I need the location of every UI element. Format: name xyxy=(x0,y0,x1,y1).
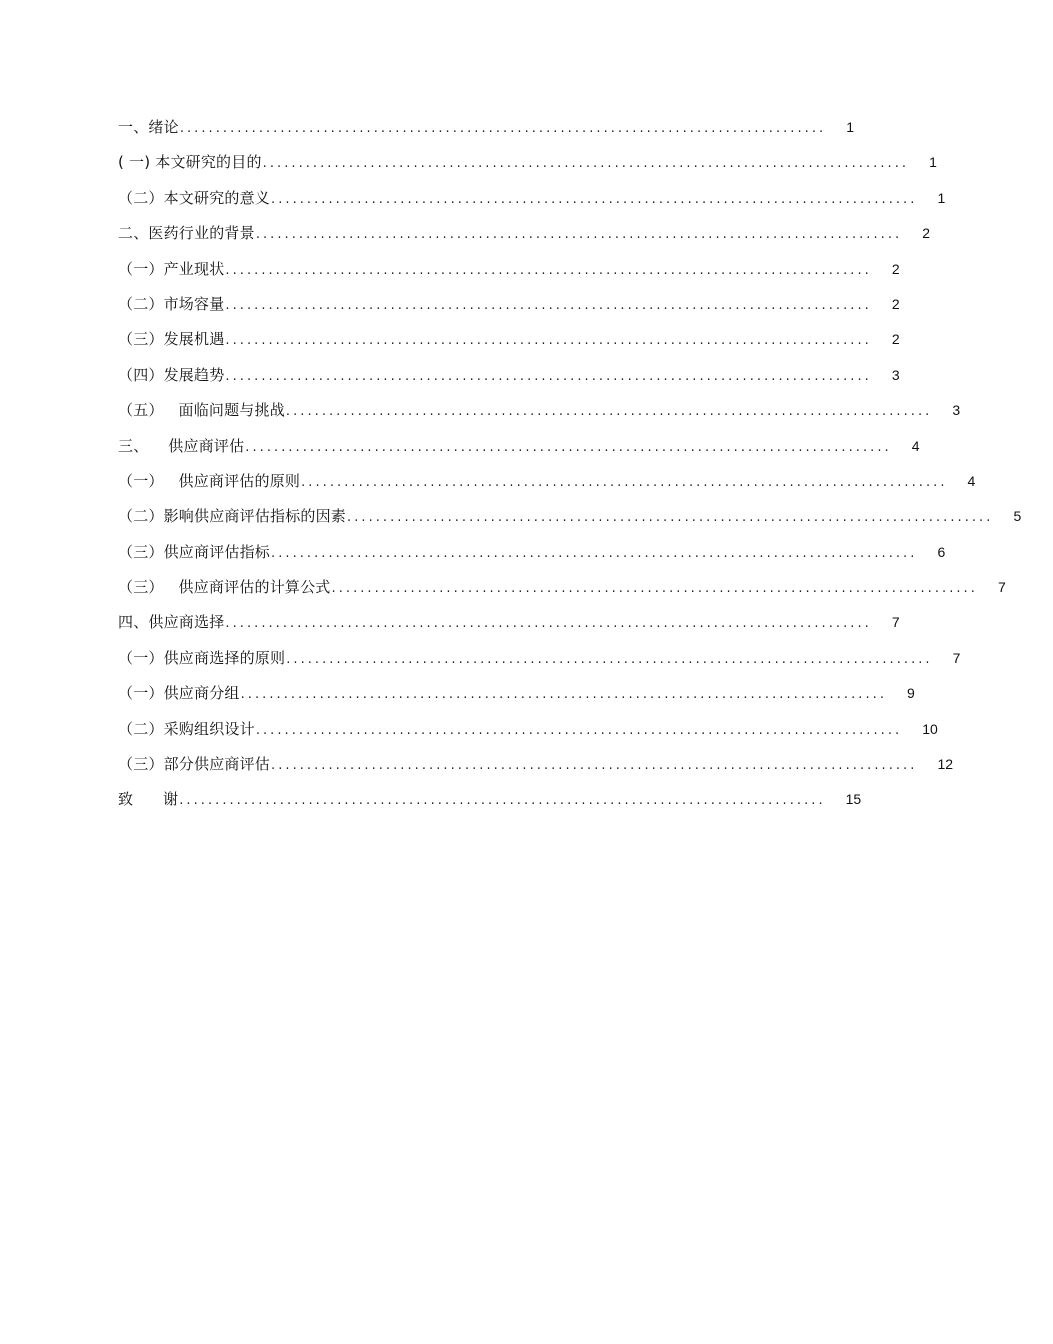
toc-dot-leader: .......................................................................................... xyxy=(286,651,933,667)
toc-entry[interactable] xyxy=(118,287,900,322)
toc-entry-page: 7 xyxy=(997,579,1006,596)
toc-entry-title: （五） 面临问题与挑战 xyxy=(118,393,285,428)
toc-entry-page: 3 xyxy=(891,366,900,383)
toc-entry-title: （二）本文研究的意义 xyxy=(118,181,270,216)
toc-entry[interactable] xyxy=(118,605,900,640)
table-of-contents xyxy=(118,110,1022,818)
toc-entry[interactable] xyxy=(118,676,915,711)
toc-entry-page: 4 xyxy=(911,437,920,454)
toc-entry-title: 一、绪论 xyxy=(118,110,179,145)
toc-dot-leader: .......................................................................................... xyxy=(225,368,872,384)
toc-dot-leader: .......................................................................................... xyxy=(245,439,892,455)
toc-entry-page: 2 xyxy=(891,331,900,348)
toc-entry-title: （一） 供应商评估的原则 xyxy=(118,464,300,499)
toc-dot-leader: .......................................................................................... xyxy=(271,758,918,774)
toc-entry-title: （三） 供应商评估的计算公式 xyxy=(118,570,331,605)
toc-entry-title: ( 一) 本文研究的目的 xyxy=(118,145,262,180)
toc-dot-leader: .......................................................................................... xyxy=(347,510,994,526)
toc-entry-page: 2 xyxy=(891,295,900,312)
toc-entry[interactable] xyxy=(118,782,862,817)
toc-dot-leader: .......................................................................................... xyxy=(255,227,903,243)
toc-entry-page: 7 xyxy=(891,614,900,631)
toc-entry-title: （三）供应商评估指标 xyxy=(118,535,270,570)
toc-entry-title: （一）供应商分组 xyxy=(118,676,240,711)
toc-entry-page: 7 xyxy=(952,649,961,666)
toc-entry-page: 1 xyxy=(929,154,937,171)
toc-entry-page: 10 xyxy=(922,720,938,737)
toc-entry-title: （二）影响供应商评估指标的因素 xyxy=(118,499,346,534)
toc-entry-page: 1 xyxy=(846,119,855,135)
toc-entry[interactable] xyxy=(118,712,938,747)
toc-entry-title: 三、 供应商评估 xyxy=(118,429,244,464)
toc-dot-leader: .......................................................................................... xyxy=(225,262,872,278)
toc-entry[interactable] xyxy=(118,358,900,393)
toc-entry[interactable] xyxy=(118,252,900,287)
toc-dot-leader: .......................................................................................... xyxy=(225,333,872,349)
toc-entry[interactable] xyxy=(118,570,1006,605)
toc-dot-leader: .......................................................................................... xyxy=(179,121,827,136)
toc-dot-leader: .......................................................................................... xyxy=(285,404,933,420)
toc-dot-leader: .......................................................................................... xyxy=(255,722,903,738)
toc-dot-leader: .......................................................................................... xyxy=(331,581,978,597)
toc-dot-leader: .......................................................................................... xyxy=(225,616,872,632)
toc-entry[interactable] xyxy=(118,499,1022,534)
toc-entry-title: （一）产业现状 xyxy=(118,252,224,287)
toc-entry[interactable] xyxy=(118,641,961,676)
toc-dot-leader: .......................................................................................... xyxy=(179,793,826,809)
toc-entry[interactable] xyxy=(118,464,976,499)
toc-entry-page: 9 xyxy=(907,685,915,702)
toc-entry[interactable] xyxy=(118,535,946,570)
toc-entry[interactable] xyxy=(118,747,954,782)
toc-entry[interactable] xyxy=(118,216,931,251)
toc-entry[interactable] xyxy=(118,393,961,428)
toc-entry[interactable] xyxy=(118,181,946,216)
toc-entry[interactable] xyxy=(118,110,855,145)
toc-dot-leader: .......................................................................................... xyxy=(225,297,872,313)
toc-entry-page: 12 xyxy=(937,756,954,773)
toc-dot-leader: .......................................................................................... xyxy=(262,156,910,172)
toc-entry-page: 5 xyxy=(1013,508,1022,525)
toc-entry-page: 1 xyxy=(937,189,946,206)
toc-entry-title: （二）市场容量 xyxy=(118,287,224,322)
toc-entry-title: （二）采购组织设计 xyxy=(118,712,255,747)
toc-entry-title: （一）供应商选择的原则 xyxy=(118,641,285,676)
toc-dot-leader: .......................................................................................... xyxy=(271,545,918,561)
toc-entry-title: 二、医药行业的背景 xyxy=(118,216,255,251)
toc-dot-leader: .......................................................................................... xyxy=(271,191,918,207)
toc-entry-page: 2 xyxy=(891,260,900,277)
toc-entry[interactable] xyxy=(118,429,920,464)
toc-dot-leader: .......................................................................................... xyxy=(301,474,948,490)
toc-entry-title: （四）发展趋势 xyxy=(118,358,224,393)
toc-entry-page: 6 xyxy=(937,543,946,560)
toc-entry-page: 4 xyxy=(967,472,976,489)
toc-entry-title: （三）部分供应商评估 xyxy=(118,747,270,782)
toc-entry-page: 15 xyxy=(845,791,862,808)
toc-entry-title: 四、供应商选择 xyxy=(118,605,224,640)
toc-entry-page: 2 xyxy=(922,225,931,242)
toc-entry-page: 3 xyxy=(952,402,961,419)
toc-entry-title: （三）发展机遇 xyxy=(118,322,224,357)
toc-entry-title: 致 谢 xyxy=(118,782,178,817)
toc-dot-leader: .......................................................................................... xyxy=(240,687,888,703)
toc-entry[interactable] xyxy=(118,145,937,180)
toc-entry[interactable] xyxy=(118,322,900,357)
